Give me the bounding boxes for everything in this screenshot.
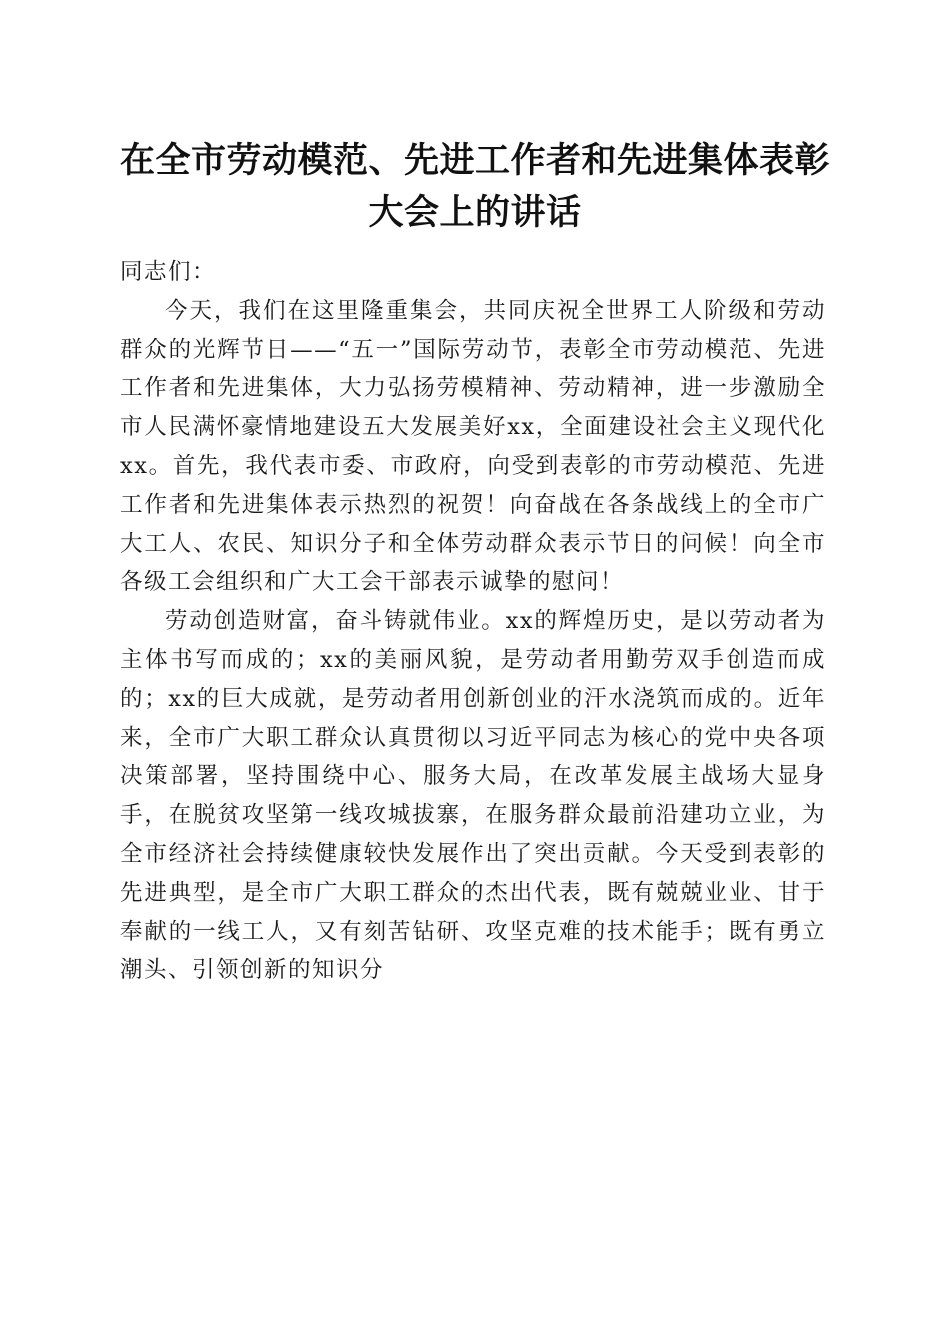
title-line-2: 大会上的讲话 — [368, 192, 582, 233]
salutation: 同志们： — [120, 259, 217, 285]
paragraph-1: 今天，我们在这里隆重集会，共同庆祝全世界工人阶级和劳动群众的光辉节日——“五一”国际劳动节，表彰全市劳动模范、先进工作者和先进集体，大力弘扬劳模精神、劳动精神，进一步激励全市人民满怀豪情地建设五大发展美好xx，全面建设社会主义现代化xx。首先，我代表市委、市政府，向受到表彰的市劳动模范、先进工作者和先进集体表示热烈的祝贺！向奋战在各条战线上的全市广大工人、农民、知识分子和全体劳动群众表示节日的问候！向全市各级工会组织和广大工会干部表示诚挚的慰问！ — [120, 297, 826, 596]
paragraph-2: 劳动创造财富，奋斗铸就伟业。xx的辉煌历史，是以劳动者为主体书写而成的；xx的美丽风貌，是劳动者用勤劳双手创造而成的；xx的巨大成就，是劳动者用创新创业的汗水浇筑而成的。近年来，全市广大职工群众认真贯彻以习近平同志为核心的党中央各项决策部署，坚持围绕中心、服务大局，在改革发展主战场大显身手，在脱贫攻坚第一线攻城拔寨，在服务群众最前沿建功立业，为全市经济社会持续健康较快发展作出了突出贡献。今天受到表彰的先进典型，是全市广大职工群众的杰出代表，既有兢兢业业、甘于奉献的一线工人，又有刻苦钻研、攻坚克难的技术能手；既有勇立潮头、引领创新的知识分 — [120, 608, 826, 984]
title-line-1: 在全市劳动模范、先进工作者和先进集体表彰 — [119, 140, 830, 181]
document-body — [120, 253, 826, 990]
document-title — [100, 135, 850, 239]
